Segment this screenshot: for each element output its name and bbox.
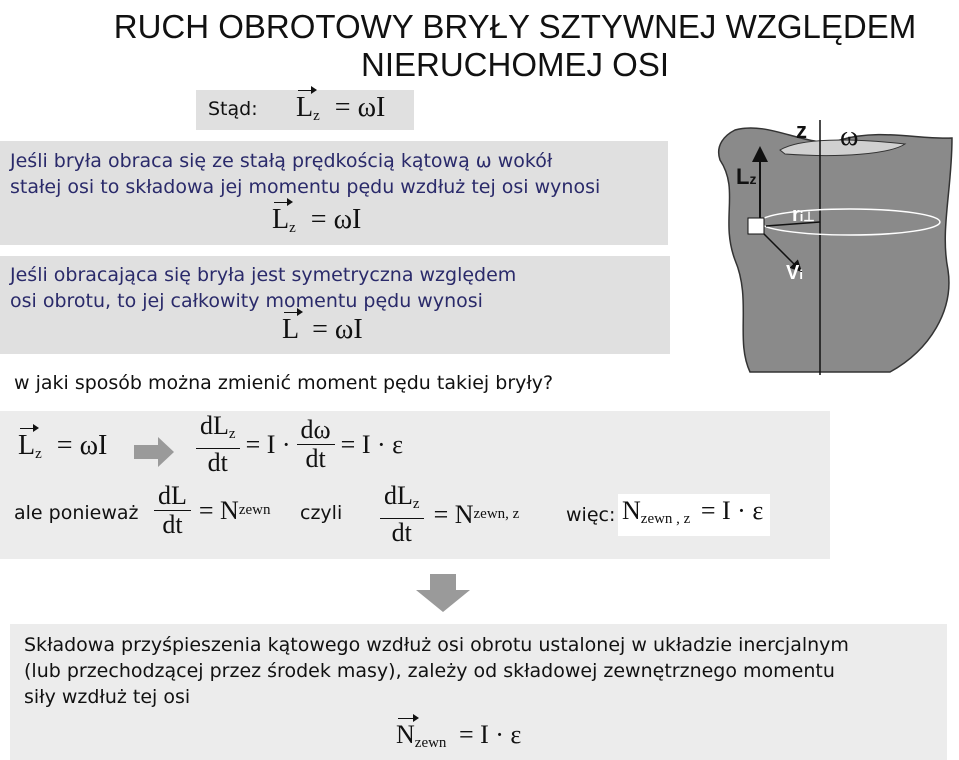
- lz-label-sub: z: [749, 171, 757, 187]
- frac2-num: dω: [300, 415, 331, 444]
- conclusion-equation: [396, 720, 521, 752]
- wiec-label: więc:: [566, 504, 616, 526]
- box2-line-1: Jeśli obracająca się bryła jest symetryczna względem: [10, 264, 517, 286]
- deriv-eq3: [154, 482, 271, 539]
- stad-label: Stąd:: [208, 98, 258, 120]
- implies-arrow-icon: [134, 437, 174, 467]
- frac3-den: dt: [162, 510, 183, 539]
- box1-eq-sub: z: [289, 220, 296, 236]
- final-rhs: = I · ε: [700, 496, 764, 525]
- omega-label: ω: [840, 121, 859, 152]
- box1-equation: [272, 204, 361, 237]
- v-label: [786, 262, 803, 285]
- v-label-sub: i: [799, 267, 803, 282]
- deriv-eq1-sub: z: [35, 446, 42, 462]
- box1-eq-rhs: = ωI: [310, 204, 362, 235]
- box1-line-2: stałej osi to składowa jej momentu pędu wzdłuż tej osi wynosi: [10, 176, 601, 198]
- deriv-frac-dlz-dt-2: [380, 482, 424, 547]
- frac2-den: dt: [305, 444, 326, 473]
- deriv-eq-I-dot: = I ·: [245, 429, 291, 459]
- deriv-eq2: [196, 412, 403, 477]
- final-N: N: [622, 496, 641, 525]
- r-label-main: r: [792, 204, 800, 226]
- deriv-frac-dlz-dt: [196, 412, 240, 477]
- stad-rhs: = ωI: [334, 92, 386, 123]
- box2-line-2: osi obrotu, to jej całkowity momentu pędu wynosi: [10, 290, 483, 312]
- conclusion-N-sub: zewn: [414, 735, 447, 751]
- frac1-num-sub: z: [228, 426, 236, 442]
- deriv-eq1-rhs: = ωI: [56, 430, 108, 461]
- czyli-label: czyli: [300, 502, 343, 524]
- ale-ponieważ-label: ale ponieważ: [14, 502, 139, 524]
- frac1-den: dt: [207, 448, 228, 477]
- conclusion-line-3: siły wzdłuż tej osi: [24, 686, 191, 708]
- conclusion-line-2: (lub przechodzącej przez środek masy), zależy od składowej zewnętrznego momentu: [24, 660, 835, 682]
- rigid-body-figure: [690, 110, 959, 380]
- mass-element: [748, 218, 764, 234]
- box1-eq-lhs: L: [272, 204, 290, 235]
- axis-label-z: z: [796, 118, 807, 143]
- title-line-1: RUCH OBROTOWY BRYŁY SZTYWNEJ WZGLĘDEM: [113, 8, 917, 45]
- deriv-Nz-sub: zewn, z: [473, 506, 520, 522]
- question-text: w jaki sposób można zmienić moment pędu takiej bryły?: [14, 372, 554, 394]
- frac1-num: dL: [200, 411, 229, 440]
- final-equation: [622, 496, 763, 528]
- stad-equation: [296, 92, 385, 125]
- box2-eq-lhs: L: [282, 314, 300, 345]
- stad-lhs: L: [296, 92, 314, 123]
- deriv-N-sub: zewn: [238, 502, 271, 518]
- r-label: [792, 204, 815, 227]
- deriv-eq1-lhs: L: [18, 430, 36, 461]
- r-label-sub: i⊥: [799, 209, 815, 224]
- deriv-eq-Nz: = N: [433, 499, 474, 529]
- deriv-eq1: [18, 430, 107, 463]
- deriv-eq4: [380, 482, 519, 547]
- deriv-frac-domega-dt: [297, 416, 335, 473]
- conclusion-N: N: [396, 720, 415, 749]
- deriv-eq-I-eps: = I · ε: [340, 429, 404, 459]
- v-label-main: V: [786, 262, 800, 284]
- stad-lhs-sub: z: [313, 108, 320, 124]
- lz-label: [736, 164, 756, 190]
- deriv-frac-dl-dt: [154, 482, 191, 539]
- frac4-num-sub: z: [412, 496, 420, 512]
- box2-equation: [282, 314, 363, 346]
- box2-eq-rhs: = ωI: [312, 314, 363, 345]
- conclusion-rhs: = I · ε: [458, 720, 522, 749]
- title-line-2: NIERUCHOMEJ OSI: [360, 46, 670, 83]
- box1-line-1: Jeśli bryła obraca się ze stałą prędkością kątową ω wokół: [10, 150, 553, 172]
- deriv-eq-N: = N: [198, 495, 239, 525]
- lz-label-main: L: [736, 164, 750, 189]
- slide-title: [60, 8, 959, 84]
- frac4-den: dt: [391, 518, 412, 547]
- conclusion-line-1: Składowa przyśpieszenia kątowego wzdłuż osi obrotu ustalonej w układzie inercjalnym: [24, 634, 849, 656]
- frac4-num: dL: [384, 481, 413, 510]
- down-arrow-icon: [416, 574, 470, 612]
- frac3-num: dL: [158, 481, 187, 510]
- final-N-sub: zewn , z: [640, 511, 691, 527]
